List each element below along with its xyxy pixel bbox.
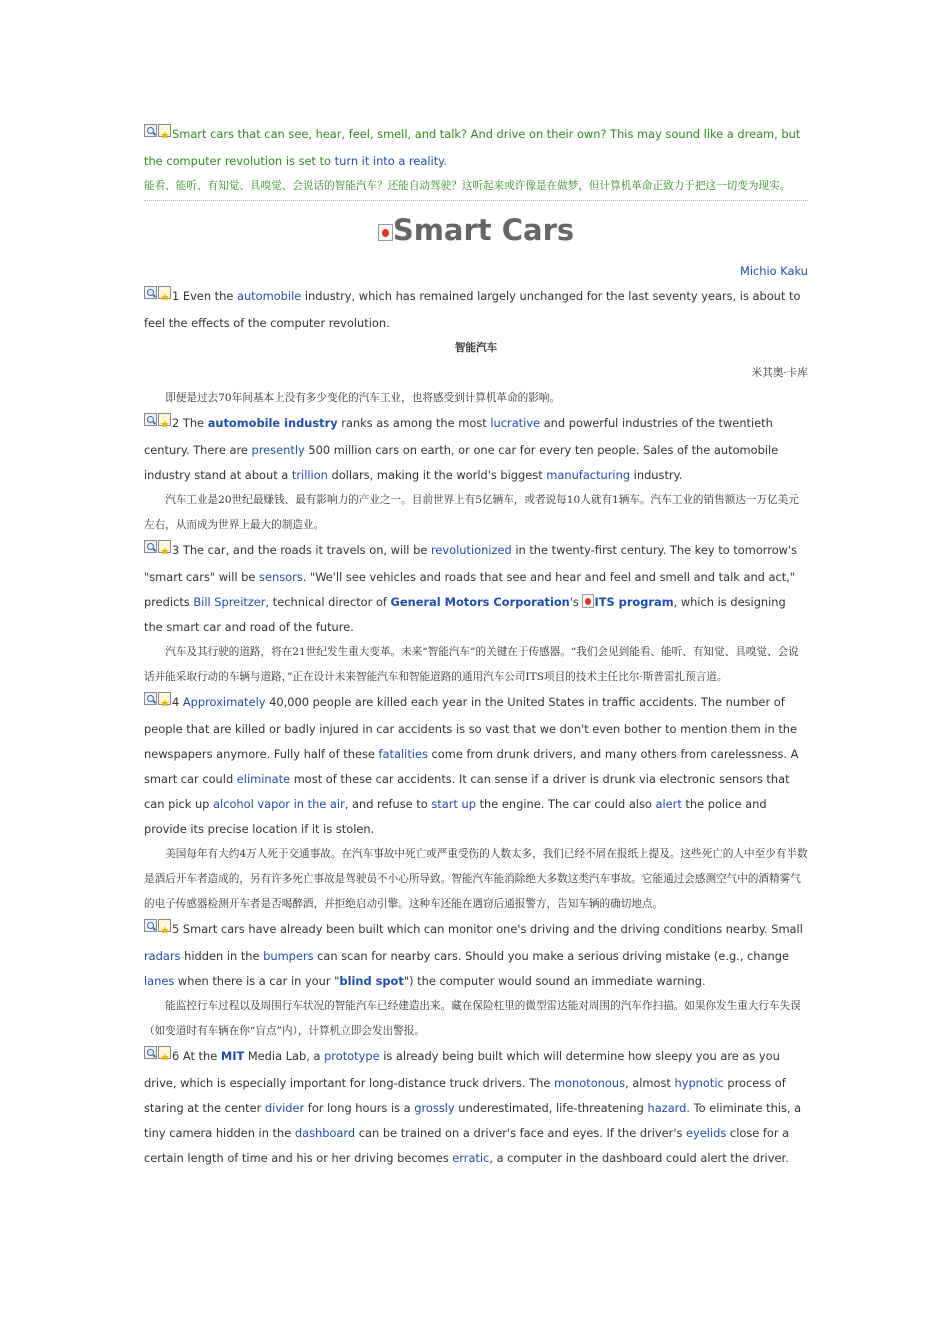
- vocab-link[interactable]: automobile: [236, 289, 302, 303]
- paragraph-tools: [144, 413, 172, 438]
- vocab-link[interactable]: trillion: [291, 468, 328, 482]
- speaker-icon[interactable]: [378, 224, 393, 241]
- paragraph-6: ★6 At the MIT Media Lab, a prototype is already being built which will determine how sleepy you are as you drive, which is especially important for long-distance truck drivers. The monotonous, almost hypnotic process of staring at the center divider for long hours is a grossly underestimated, life-threatening hazard. To eliminate this, a tiny camera hidden in the dashboard can be trained on a driver's face and eyes. If the driver's eyelids close for a certain length of time and his or her driving becomes erratic, a computer in the dashboard could alert the driver.: [144, 1044, 808, 1171]
- star-icon[interactable]: [158, 413, 171, 426]
- paragraph-tools: [144, 286, 172, 311]
- vocab-link[interactable]: fatalities: [378, 747, 428, 761]
- vocab-link[interactable]: grossly: [414, 1101, 455, 1115]
- phrase-link[interactable]: automobile industry: [207, 416, 338, 430]
- phrase-link[interactable]: start up: [431, 797, 476, 811]
- paragraph-4: ★4 Approximately 40,000 people are killed each year in the United States in traffic accidents. The number of people that are killed or badly injured in car accidents is so vast that we don't even bother to mention them in the newspapers anymore. Fully half of these fatalities come from drunk drivers, and many others from carelessness. A smart car could eliminate most of these car accidents. It can sense if a driver is drunk via electronic sensors that can pick up alcohol vapor in the air, and refuse to start up the engine. The car could also alert the police and provide its precise location if it is stolen.: [144, 690, 808, 842]
- star-icon[interactable]: [158, 124, 171, 137]
- vocab-link[interactable]: lanes: [144, 974, 175, 988]
- phrase-link[interactable]: MIT: [220, 1049, 245, 1063]
- article-content: [144, 122, 808, 1171]
- magnifier-icon[interactable]: [144, 1046, 157, 1059]
- vocab-link[interactable]: dashboard: [294, 1126, 356, 1140]
- paragraph-3: ★3 The car, and the roads it travels on, will be revolutionized in the twenty-first century. The key to tomorrow's "smart cars" will be sensors. "We'll see vehicles and roads that see and hear and feel and smell and talk and act," predicts Bill Spreitzer, technical director of General Motors Corporation's ITS program, which is designing the smart car and road of the future.: [144, 538, 808, 640]
- phrase-link[interactable]: General Motors Corporation: [390, 595, 570, 609]
- magnifier-icon[interactable]: [144, 124, 157, 137]
- phrase-link[interactable]: blind spot: [339, 974, 404, 988]
- paragraph-tools: [144, 540, 172, 565]
- paragraph-tools: [144, 919, 172, 944]
- paragraph-1-chinese: 即便是过去70年间基本上没有多少变化的汽车工业，也将感受到计算机革命的影响。: [165, 392, 561, 404]
- magnifier-icon[interactable]: [144, 540, 157, 553]
- intro-english: ★Smart cars that can see, hear, feel, smell, and talk? And drive on their own? This may sound like a dream, but the computer revolution is set to turn it into a reality.: [144, 122, 808, 174]
- magnifier-icon[interactable]: [144, 692, 157, 705]
- paragraph-tools: [144, 692, 172, 717]
- vocab-link[interactable]: eyelids: [686, 1126, 727, 1140]
- vocab-link[interactable]: turn it into a reality: [334, 154, 444, 168]
- paragraph-3-chinese: 汽车及其行驶的道路，将在21世纪发生重大变革。未来“智能汽车”的关键在于传感器。“我们会见到能看、能听、有知觉、具嗅觉、会说话并能采取行动的车辆与道路，”正在设计未来智能汽车和智能道路的通用汽车公司ITS项目的技术主任比尔·斯普雷扎预言道。: [144, 646, 799, 683]
- star-icon[interactable]: [158, 540, 171, 553]
- magnifier-icon[interactable]: [144, 286, 157, 299]
- paragraph-tools: [144, 124, 172, 149]
- vocab-link[interactable]: hypnotic: [674, 1076, 724, 1090]
- vocab-link[interactable]: erratic: [452, 1151, 490, 1165]
- article-title: Smart Cars: [144, 201, 808, 259]
- vocab-link[interactable]: monotonous: [553, 1076, 625, 1090]
- vocab-link[interactable]: manufacturing: [546, 468, 631, 482]
- star-icon[interactable]: [158, 1046, 171, 1059]
- vocab-link[interactable]: bumpers: [263, 949, 314, 963]
- name-link[interactable]: Bill Spreitzer: [193, 595, 266, 609]
- chinese-author: 米其奥·卡库: [751, 367, 808, 379]
- vocab-link[interactable]: presently: [251, 443, 305, 457]
- vocab-link[interactable]: revolutionized: [430, 543, 512, 557]
- vocab-link[interactable]: hazard: [647, 1101, 687, 1115]
- star-icon[interactable]: [158, 286, 171, 299]
- vocab-link[interactable]: eliminate: [236, 772, 291, 786]
- paragraph-5-chinese: 能监控行车过程以及周围行车状况的智能汽车已经建造出来。藏在保险杠里的微型雷达能对周围的汽车作扫描。如果你发生重大行车失误（如变道时有车辆在你“盲点”内），计算机立即会发出警报。: [144, 1000, 801, 1037]
- magnifier-icon[interactable]: [144, 919, 157, 932]
- paragraph-tools: [144, 1046, 172, 1071]
- star-icon[interactable]: [158, 919, 171, 932]
- speaker-icon[interactable]: [582, 594, 594, 608]
- phrase-link[interactable]: ITS program: [594, 595, 674, 609]
- author-link[interactable]: Michio Kaku: [740, 264, 808, 278]
- star-icon[interactable]: [158, 692, 171, 705]
- paragraph-1: ★1 Even the automobile industry, which has remained largely unchanged for the last seventy years, is about to feel the effects of the computer revolution.: [144, 284, 808, 336]
- vocab-link[interactable]: lucrative: [490, 416, 541, 430]
- paragraph-4-chinese: 美国每年有大约4万人死于交通事故。在汽车事故中死亡或严重受伤的人数太多，我们已经不屑在报纸上提及。这些死亡的人中至少有半数是酒后开车者造成的，另有许多死亡事故是驾驶员不小心所导致。智能汽车能消除绝大多数这类汽车事故。它能通过会感测空气中的酒精雾气的电子传感器检测开车者是否喝醉酒，并拒绝启动引擎。这种车还能在遇窃后通报警方，告知车辆的确切地点。: [144, 848, 808, 910]
- vocab-link[interactable]: radars: [144, 949, 181, 963]
- paragraph-5: ★5 Smart cars have already been built which can monitor one's driving and the driving conditions nearby. Small radars hidden in the bumpers can scan for nearby cars. Should you make a serious driving mistake (e.g., change lanes when there is a car in your "blind spot") the computer would sound an immediate warning.: [144, 917, 808, 994]
- vocab-link[interactable]: prototype: [324, 1049, 380, 1063]
- vocab-link[interactable]: sensors: [259, 570, 303, 584]
- chinese-title: 智能汽车: [454, 342, 498, 354]
- intro-chinese: 能看、能听、有知觉、具嗅觉、会说话的智能汽车？还能自动驾驶？这听起来或许像是在做梦，但计算机革命正致力于把这一切变为现实。: [144, 180, 791, 192]
- paragraph-2: ★2 The automobile industry ranks as among the most lucrative and powerful industries of the twentieth century. There are presently 500 million cars on earth, or one car for every ten people. Sales of the automobile industry stand at about a trillion dollars, making it the world's biggest manufacturing industry.: [144, 411, 808, 488]
- vocab-link[interactable]: alert: [655, 797, 682, 811]
- magnifier-icon[interactable]: [144, 413, 157, 426]
- phrase-link[interactable]: alcohol vapor in the air: [213, 797, 345, 811]
- vocab-link[interactable]: Approximately: [182, 695, 266, 709]
- vocab-link[interactable]: divider: [264, 1101, 305, 1115]
- paragraph-2-chinese: 汽车工业是20世纪最赚钱、最有影响力的产业之一。目前世界上有5亿辆车，或者说每10人就有1辆车。汽车工业的销售额达一万亿美元左右，从而成为世界上最大的制造业。: [144, 494, 799, 531]
